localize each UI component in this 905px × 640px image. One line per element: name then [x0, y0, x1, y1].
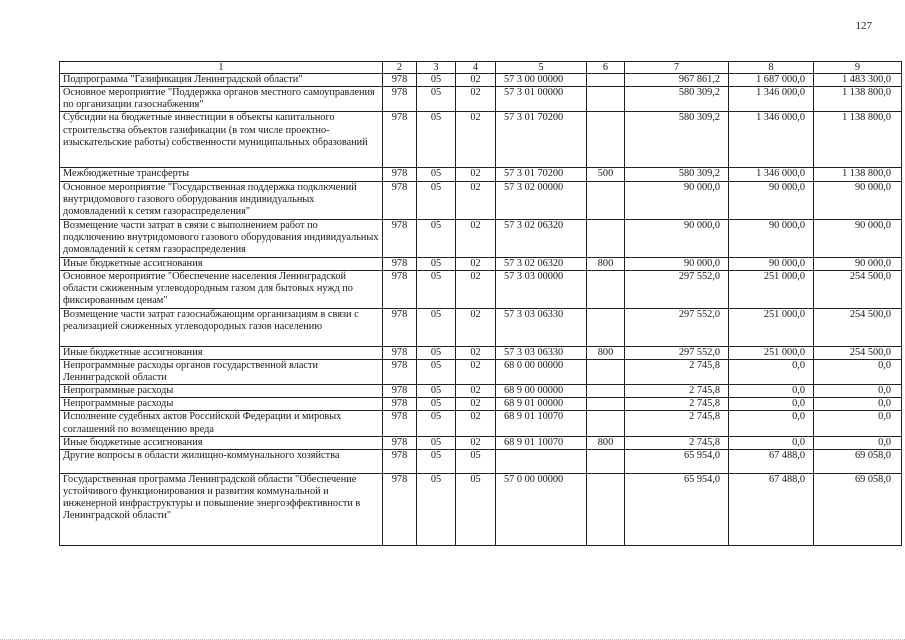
row-expense-type [587, 181, 625, 219]
page-number: 127 [855, 20, 872, 32]
row-code: 978 [383, 473, 417, 545]
row-code: 978 [383, 219, 417, 257]
row-expense-type: 500 [587, 168, 625, 181]
row-section: 05 [417, 270, 456, 308]
row-code: 978 [383, 181, 417, 219]
row-expense-type [587, 74, 625, 87]
row-amount-col7: 2 745,8 [625, 398, 729, 411]
row-amount-col7: 967 861,2 [625, 74, 729, 87]
row-code: 978 [383, 270, 417, 308]
row-amount-col9: 69 058,0 [814, 473, 902, 545]
row-amount-col9: 1 138 800,0 [814, 87, 902, 112]
row-amount-col7: 2 745,8 [625, 385, 729, 398]
row-name: Возмещение части затрат в связи с выполнением работ по подключению внутридомового газового оборудования индивидуальных домовладений к сетям газораспределения [60, 219, 383, 257]
row-target-article: 57 3 03 00000 [496, 270, 587, 308]
row-subsection: 02 [456, 168, 496, 181]
row-target-article: 68 9 01 10070 [496, 436, 587, 449]
table-row [60, 359, 902, 384]
row-amount-col9: 0,0 [814, 411, 902, 436]
row-expense-type [587, 411, 625, 436]
row-amount-col8: 251 000,0 [729, 346, 814, 359]
table-row [60, 181, 902, 219]
row-name: Иные бюджетные ассигнования [60, 436, 383, 449]
row-section: 05 [417, 181, 456, 219]
row-target-article: 68 9 00 00000 [496, 385, 587, 398]
scan-edge-marks [0, 636, 905, 640]
row-section: 05 [417, 385, 456, 398]
row-code: 978 [383, 308, 417, 346]
row-amount-col8: 0,0 [729, 385, 814, 398]
row-amount-col7: 580 309,2 [625, 112, 729, 168]
row-amount-col9: 254 500,0 [814, 308, 902, 346]
row-target-article: 57 3 02 06320 [496, 219, 587, 257]
row-amount-col9: 1 138 800,0 [814, 112, 902, 168]
row-name: Непрограммные расходы органов государственной власти Ленинградской области [60, 359, 383, 384]
row-expense-type [587, 219, 625, 257]
row-expense-type [587, 385, 625, 398]
row-target-article: 57 3 02 00000 [496, 181, 587, 219]
row-section: 05 [417, 436, 456, 449]
row-amount-col9: 1 483 300,0 [814, 74, 902, 87]
row-amount-col8: 1 687 000,0 [729, 74, 814, 87]
row-section: 05 [417, 308, 456, 346]
row-subsection: 02 [456, 359, 496, 384]
row-code: 978 [383, 87, 417, 112]
row-name: Подпрограмма "Газификация Ленинградской области" [60, 74, 383, 87]
row-section: 05 [417, 74, 456, 87]
row-subsection: 02 [456, 308, 496, 346]
row-target-article: 57 3 00 00000 [496, 74, 587, 87]
row-amount-col7: 297 552,0 [625, 270, 729, 308]
row-name: Другие вопросы в области жилищно-коммунального хозяйства [60, 449, 383, 473]
row-code: 978 [383, 257, 417, 270]
row-amount-col9: 254 500,0 [814, 270, 902, 308]
row-amount-col7: 65 954,0 [625, 473, 729, 545]
row-target-article: 57 3 01 00000 [496, 87, 587, 112]
table-row [60, 411, 902, 436]
row-expense-type: 800 [587, 257, 625, 270]
row-amount-col9: 69 058,0 [814, 449, 902, 473]
col-header-7: 7 [625, 62, 729, 74]
row-name: Основное мероприятие "Государственная поддержка подключений внутридомового газового оборудования индивидуальных домовладений к сетям газораспределения" [60, 181, 383, 219]
table-row [60, 270, 902, 308]
col-header-4: 4 [456, 62, 496, 74]
row-target-article: 57 3 01 70200 [496, 168, 587, 181]
col-header-9: 9 [814, 62, 902, 74]
row-subsection: 05 [456, 449, 496, 473]
row-amount-col8: 90 000,0 [729, 257, 814, 270]
row-name: Государственная программа Ленинградской области "Обеспечение устойчивого функционирования и развития коммунальной и инженерной инфраструктуры и повышение энергоэффективности в Ленинградской области" [60, 473, 383, 545]
col-header-1: 1 [60, 62, 383, 74]
row-target-article: 57 3 02 06320 [496, 257, 587, 270]
row-expense-type [587, 308, 625, 346]
table-row [60, 257, 902, 270]
table-row [60, 219, 902, 257]
row-code: 978 [383, 168, 417, 181]
row-amount-col8: 0,0 [729, 398, 814, 411]
row-amount-col8: 1 346 000,0 [729, 112, 814, 168]
row-target-article: 57 3 03 06330 [496, 308, 587, 346]
row-amount-col8: 251 000,0 [729, 270, 814, 308]
row-section: 05 [417, 87, 456, 112]
row-amount-col7: 2 745,8 [625, 436, 729, 449]
row-amount-col8: 0,0 [729, 411, 814, 436]
row-section: 05 [417, 449, 456, 473]
table-row [60, 473, 902, 545]
row-amount-col8: 0,0 [729, 359, 814, 384]
row-code: 978 [383, 359, 417, 384]
col-header-5: 5 [496, 62, 587, 74]
row-expense-type [587, 87, 625, 112]
col-header-3: 3 [417, 62, 456, 74]
row-amount-col7: 65 954,0 [625, 449, 729, 473]
row-expense-type: 800 [587, 346, 625, 359]
table-row [60, 87, 902, 112]
row-amount-col7: 2 745,8 [625, 411, 729, 436]
row-name: Непрограммные расходы [60, 398, 383, 411]
table-row [60, 385, 902, 398]
row-subsection: 02 [456, 436, 496, 449]
row-amount-col9: 0,0 [814, 398, 902, 411]
row-target-article: 57 3 03 06330 [496, 346, 587, 359]
row-subsection: 02 [456, 270, 496, 308]
table-row [60, 308, 902, 346]
row-target-article: 57 3 01 70200 [496, 112, 587, 168]
row-section: 05 [417, 257, 456, 270]
col-header-6: 6 [587, 62, 625, 74]
row-section: 05 [417, 411, 456, 436]
row-name: Иные бюджетные ассигнования [60, 346, 383, 359]
row-subsection: 05 [456, 473, 496, 545]
row-name: Возмещение части затрат газоснабжающим организациям в связи с реализацией сжиженных углеводородных газов населению [60, 308, 383, 346]
row-amount-col7: 297 552,0 [625, 308, 729, 346]
row-amount-col8: 67 488,0 [729, 473, 814, 545]
row-amount-col8: 90 000,0 [729, 219, 814, 257]
table-row [60, 168, 902, 181]
table-row [60, 449, 902, 473]
row-amount-col9: 90 000,0 [814, 219, 902, 257]
row-amount-col9: 254 500,0 [814, 346, 902, 359]
row-amount-col8: 1 346 000,0 [729, 87, 814, 112]
row-code: 978 [383, 398, 417, 411]
row-name: Межбюджетные трансферты [60, 168, 383, 181]
table-row [60, 112, 902, 168]
row-expense-type [587, 270, 625, 308]
row-expense-type [587, 473, 625, 545]
row-expense-type [587, 449, 625, 473]
row-section: 05 [417, 359, 456, 384]
row-section: 05 [417, 112, 456, 168]
row-amount-col7: 2 745,8 [625, 359, 729, 384]
row-amount-col9: 1 138 800,0 [814, 168, 902, 181]
row-subsection: 02 [456, 398, 496, 411]
row-subsection: 02 [456, 219, 496, 257]
row-amount-col8: 251 000,0 [729, 308, 814, 346]
row-amount-col9: 90 000,0 [814, 181, 902, 219]
row-amount-col7: 90 000,0 [625, 219, 729, 257]
row-subsection: 02 [456, 112, 496, 168]
row-target-article [496, 449, 587, 473]
row-amount-col8: 90 000,0 [729, 181, 814, 219]
row-amount-col7: 90 000,0 [625, 181, 729, 219]
row-amount-col9: 90 000,0 [814, 257, 902, 270]
row-target-article: 68 0 00 00000 [496, 359, 587, 384]
row-section: 05 [417, 346, 456, 359]
row-amount-col8: 0,0 [729, 436, 814, 449]
row-subsection: 02 [456, 257, 496, 270]
row-name: Исполнение судебных актов Российской Федерации и мировых соглашений по возмещению вреда [60, 411, 383, 436]
row-expense-type [587, 359, 625, 384]
row-section: 05 [417, 168, 456, 181]
row-amount-col9: 0,0 [814, 385, 902, 398]
row-name: Непрограммные расходы [60, 385, 383, 398]
col-header-8: 8 [729, 62, 814, 74]
row-code: 978 [383, 346, 417, 359]
row-subsection: 02 [456, 87, 496, 112]
row-amount-col8: 1 346 000,0 [729, 168, 814, 181]
row-subsection: 02 [456, 181, 496, 219]
row-target-article: 68 9 01 10070 [496, 411, 587, 436]
row-subsection: 02 [456, 74, 496, 87]
row-target-article: 68 9 01 00000 [496, 398, 587, 411]
row-amount-col7: 580 309,2 [625, 168, 729, 181]
row-section: 05 [417, 219, 456, 257]
row-name: Основное мероприятие "Поддержка органов местного самоуправления по организации газоснабжения" [60, 87, 383, 112]
row-code: 978 [383, 74, 417, 87]
row-amount-col9: 0,0 [814, 359, 902, 384]
row-name: Иные бюджетные ассигнования [60, 257, 383, 270]
row-code: 978 [383, 112, 417, 168]
row-subsection: 02 [456, 411, 496, 436]
row-amount-col9: 0,0 [814, 436, 902, 449]
table-row [60, 74, 902, 87]
budget-table [59, 61, 902, 546]
row-section: 05 [417, 473, 456, 545]
row-amount-col7: 297 552,0 [625, 346, 729, 359]
row-code: 978 [383, 385, 417, 398]
row-code: 978 [383, 411, 417, 436]
row-expense-type: 800 [587, 436, 625, 449]
row-amount-col7: 90 000,0 [625, 257, 729, 270]
row-code: 978 [383, 449, 417, 473]
row-amount-col7: 580 309,2 [625, 87, 729, 112]
row-section: 05 [417, 398, 456, 411]
row-name: Субсидии на бюджетные инвестиции в объекты капитального строительства объектов газификации (в том числе проектно-изыскательские работы) собственности муниципальных образований [60, 112, 383, 168]
row-name: Основное мероприятие "Обеспечение населения Ленинградской области сжиженным углеводородным газом для бытовых нужд по фиксированным ценам" [60, 270, 383, 308]
row-target-article: 57 0 00 00000 [496, 473, 587, 545]
row-code: 978 [383, 436, 417, 449]
row-expense-type [587, 398, 625, 411]
header-row [60, 62, 902, 74]
table-row [60, 346, 902, 359]
col-header-2: 2 [383, 62, 417, 74]
row-amount-col8: 67 488,0 [729, 449, 814, 473]
row-expense-type [587, 112, 625, 168]
row-subsection: 02 [456, 346, 496, 359]
row-subsection: 02 [456, 385, 496, 398]
table-row [60, 436, 902, 449]
table-row [60, 398, 902, 411]
